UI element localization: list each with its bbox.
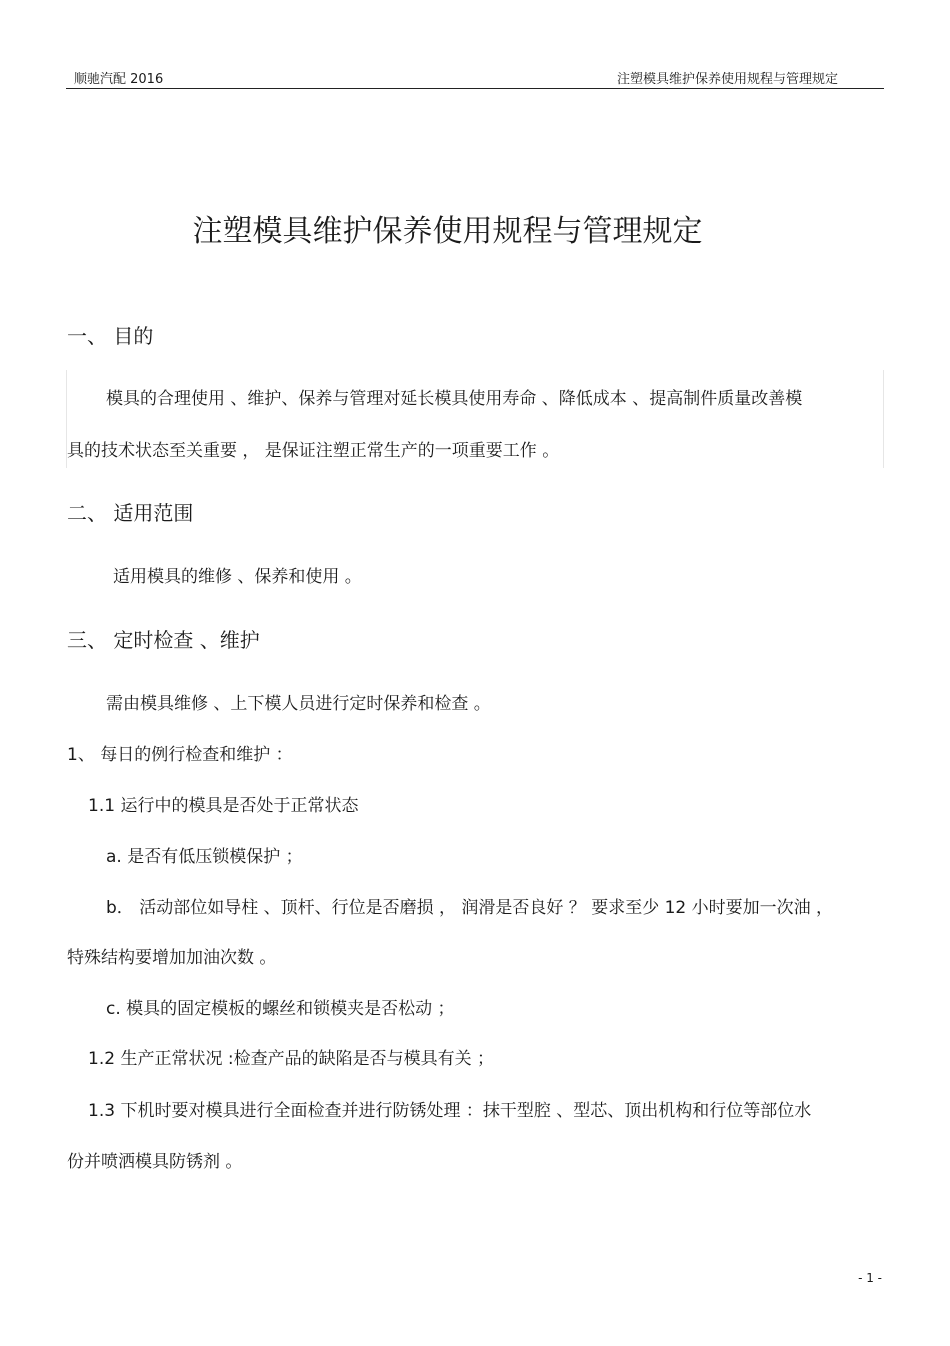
section-heading-inspection: 三、 定时检查 、维护 xyxy=(67,628,260,652)
item-1-2: 1.2 生产正常状况 :检查产品的缺陷是否与模具有关 ； xyxy=(88,1049,494,1069)
purpose-paragraph-line-2: 具的技术状态至关重要 ， 是保证注塑正常生产的一项重要工作 。 xyxy=(67,441,560,461)
purpose-paragraph-line-1: 模具的合理使用 、维护、保养与管理对延长模具使用寿命 、降低成本 、提高制件质量改善模 xyxy=(106,389,803,409)
item-1-1: 1.1 运行中的模具是否处于正常状态 xyxy=(88,796,359,816)
scope-paragraph: 适用模具的维修 、保养和使用 。 xyxy=(113,567,362,587)
header-company-year: 顺驰汽配 2016 xyxy=(74,72,164,87)
inspection-intro: 需由模具维修 、上下模人员进行定时保养和检查 。 xyxy=(106,694,491,714)
section-heading-scope: 二、 适用范围 xyxy=(67,501,194,525)
item-1-3-line-1: 1.3 下机时要对模具进行全面检查并进行防锈处理 ：抹干型腔 、型芯、顶出机构和行位等部位水 xyxy=(88,1101,812,1121)
paragraph-box-right-border xyxy=(883,370,884,468)
item-1-3-line-2: 份并喷洒模具防锈剂 。 xyxy=(67,1152,243,1172)
item-c: c. 模具的固定模板的螺丝和锁模夹是否松动 ； xyxy=(106,999,455,1019)
page-number: - 1 - xyxy=(858,1271,882,1285)
header-document-title: 注塑模具维护保养使用规程与管理规定 xyxy=(616,72,838,87)
item-b-line-1: b． 活动部位如导柱 、顶杆、行位是否磨损 ， 润滑是否良好 ？ 要求至少 12 小时要加一次油 ， xyxy=(106,898,834,918)
header-rule xyxy=(66,88,884,89)
item-b-line-2: 特殊结构要增加加油次数 。 xyxy=(67,948,277,968)
item-a: a. 是否有低压锁模保护 ； xyxy=(106,847,303,867)
section-heading-purpose: 一、 目的 xyxy=(67,324,154,348)
item-1-daily-check: 1、 每日的例行检查和维护 ： xyxy=(67,745,293,765)
document-title: 注塑模具维护保养使用规程与管理规定 xyxy=(192,214,703,250)
